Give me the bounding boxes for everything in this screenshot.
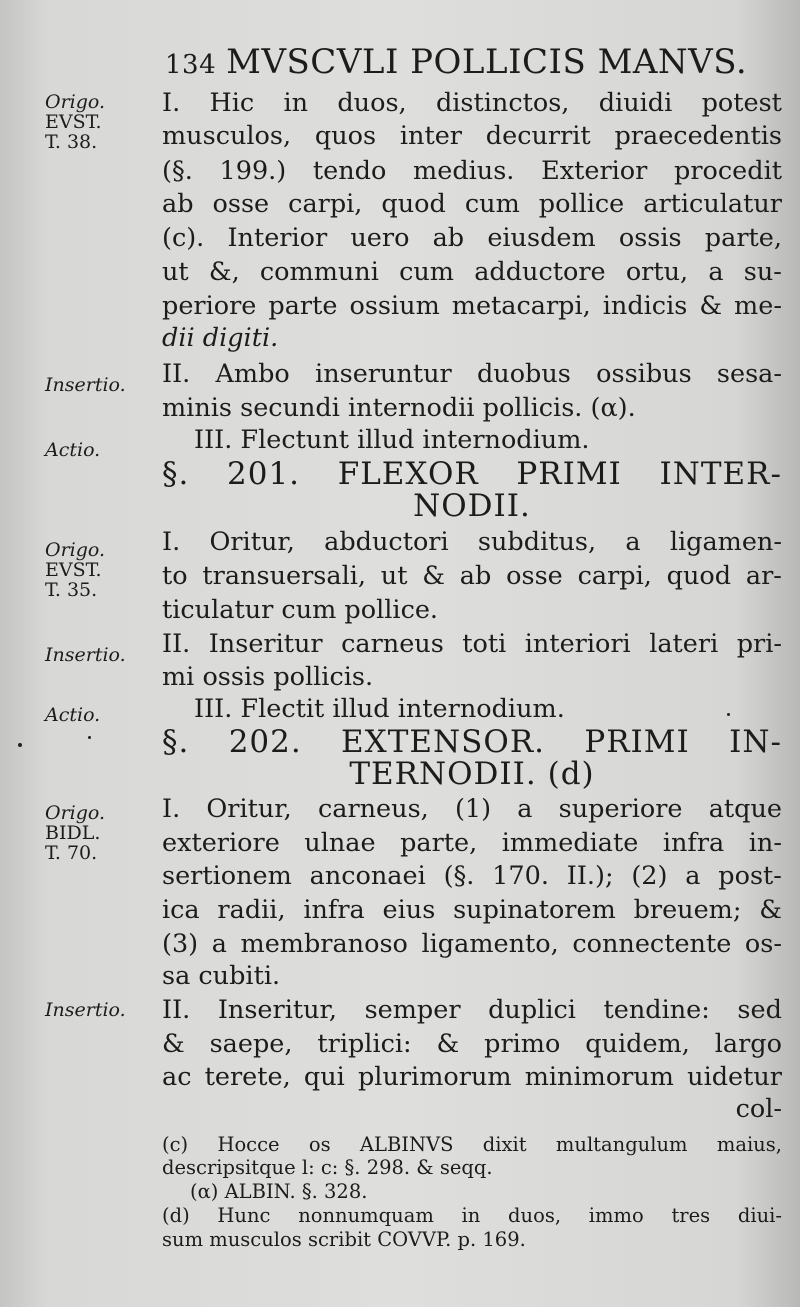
page-number: 134 — [165, 50, 217, 80]
ink-speck — [88, 736, 91, 739]
footnote-line: (d) Hunc nonnumquam in duos, immo tres diui- — [162, 1204, 782, 1227]
margin-note-origo-2 — [45, 540, 145, 600]
body-line: (c). Interior uero ab eiusdem ossis parte, — [162, 223, 782, 253]
body-line: exteriore ulnae parte, immediate infra in- — [162, 828, 782, 858]
body-line: I. Hic in duos, distinctos, diuidi potest — [162, 88, 782, 118]
footnote-line: (α) ALBIN. §. 328. — [190, 1180, 368, 1203]
margin-note-insertio-3 — [45, 1000, 145, 1020]
running-header — [165, 42, 785, 85]
margin-note-line: Origo. — [45, 802, 106, 824]
body-line: (§. 199.) tendo medius. Exterior procedit — [162, 156, 782, 186]
section-heading-201: §. 201. FLEXOR PRIMI INTER- — [162, 456, 782, 492]
body-line: ica radii, infra eius supinatorem breuem; & — [162, 895, 782, 925]
section-heading-201-cont: NODII. — [413, 488, 531, 524]
margin-note-actio-1 — [45, 440, 145, 460]
body-line: ab osse carpi, quod cum pollice articulatur — [162, 189, 782, 219]
section-heading-202: §. 202. EXTENSOR. PRIMI IN- — [162, 724, 782, 760]
footnote-line: sum musculos scribit COVVP. p. 169. — [162, 1228, 526, 1251]
body-line: III. Flectit illud internodium. — [194, 694, 565, 724]
body-line: to transuersali, ut & ab osse carpi, quod ar- — [162, 561, 782, 591]
footnote-line: (c) Hocce os ALBINVS dixit multangulum maius, — [162, 1133, 782, 1156]
margin-note-line: Insertio. — [45, 374, 126, 396]
section-heading-202-cont: TERNODII. (d) — [349, 756, 595, 792]
margin-note-line: EVST. — [45, 111, 102, 133]
margin-note-line: BIDL. — [45, 822, 101, 844]
body-line: ticulatur cum pollice. — [162, 595, 439, 625]
body-line: ut &, communi cum adductore ortu, a su- — [162, 257, 782, 287]
body-line: musculos, quos inter decurrit praecedentis — [162, 121, 782, 151]
margin-note-line: T. 70. — [45, 842, 98, 864]
body-line: II. Ambo inseruntur duobus ossibus sesa- — [162, 359, 782, 389]
body-line: mi ossis pollicis. — [162, 662, 374, 692]
footnote-line: descripsitque l: c: §. 298. & seqq. — [162, 1156, 493, 1179]
margin-note-insertio-1 — [45, 375, 145, 395]
margin-note-line: Actio. — [45, 439, 101, 461]
margin-note-insertio-2 — [45, 645, 145, 665]
catchword: col- — [735, 1094, 782, 1124]
margin-note-line: Insertio. — [45, 999, 126, 1021]
margin-note-line: Origo. — [45, 539, 106, 561]
body-line: (3) a membranoso ligamento, connectente os- — [162, 929, 782, 959]
body-line: dii digiti. — [162, 323, 279, 353]
ink-speck — [18, 743, 22, 747]
body-line: & saepe, triplici: & primo quidem, largo — [162, 1029, 782, 1059]
body-line: sa cubiti. — [162, 961, 281, 991]
body-line: periore parte ossium metacarpi, indicis & me- — [162, 291, 782, 321]
margin-note-line: Origo. — [45, 91, 106, 113]
margin-note-line: T. 38. — [45, 131, 98, 153]
body-line: II. Inseritur carneus toti interiori lateri pri- — [162, 629, 782, 659]
body-line: III. Flectunt illud internodium. — [194, 425, 590, 455]
ink-speck — [727, 713, 730, 716]
body-line: ac terete, qui plurimorum minimorum uidetur — [162, 1062, 782, 1092]
body-line: minis secundi internodii pollicis. (α). — [162, 393, 636, 423]
margin-note-origo-1 — [45, 92, 145, 152]
margin-note-origo-3 — [45, 803, 145, 863]
margin-note-line: T. 35. — [45, 579, 98, 601]
margin-note-line: Actio. — [45, 704, 101, 726]
margin-note-line: EVST. — [45, 559, 102, 581]
margin-note-actio-2 — [45, 705, 145, 725]
running-title: MVSCVLI POLLICIS MANVS. — [226, 42, 748, 82]
margin-note-line: Insertio. — [45, 644, 126, 666]
body-line: I. Oritur, carneus, (1) a superiore atque — [162, 794, 782, 824]
body-line: I. Oritur, abductori subditus, a ligamen- — [162, 527, 782, 557]
body-line: II. Inseritur, semper duplici tendine: sed — [162, 995, 782, 1025]
body-line: sertionem anconaei (§. 170. II.); (2) a post- — [162, 861, 782, 891]
